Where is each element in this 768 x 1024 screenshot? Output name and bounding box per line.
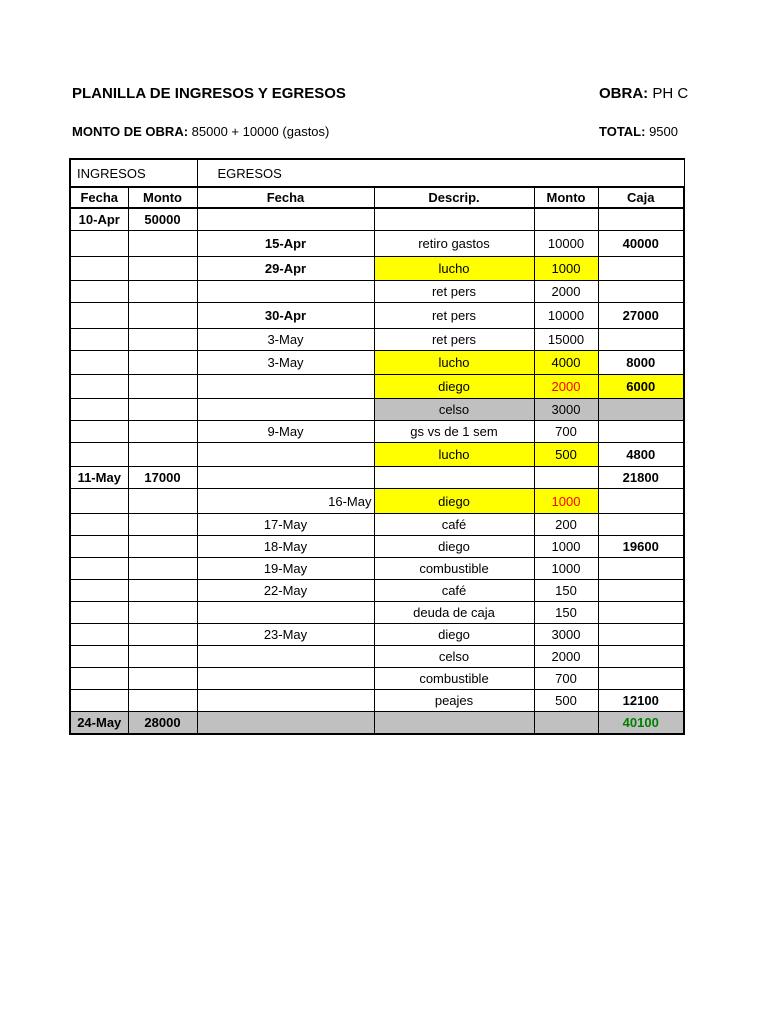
ingreso-monto-cell [128, 421, 197, 443]
obra-label: OBRA: [599, 85, 649, 102]
ingreso-fecha-cell [70, 303, 128, 329]
descrip-cell: combustible [374, 668, 534, 690]
descrip-cell: diego [374, 489, 534, 514]
ingreso-monto-cell [128, 375, 197, 399]
ingreso-monto-cell [128, 514, 197, 536]
table-row [70, 281, 684, 303]
total-value: 9500 [649, 124, 678, 139]
descrip-cell: celso [374, 399, 534, 421]
descrip-cell [374, 208, 534, 231]
table-row [70, 399, 684, 421]
ingreso-fecha-cell [70, 580, 128, 602]
egreso-fecha-cell: 23-May [197, 624, 374, 646]
ingreso-monto-cell [128, 690, 197, 712]
descrip-cell: peajes [374, 690, 534, 712]
table-row [70, 690, 684, 712]
ingreso-monto-cell [128, 231, 197, 257]
egreso-monto-cell: 4000 [534, 351, 598, 375]
ledger-table [69, 158, 685, 735]
descrip-cell: ret pers [374, 303, 534, 329]
caja-cell [598, 646, 684, 668]
ingreso-monto-cell [128, 624, 197, 646]
egreso-fecha-cell: 3-May [197, 351, 374, 375]
table-row [70, 580, 684, 602]
egreso-fecha-cell [197, 602, 374, 624]
descrip-cell: diego [374, 624, 534, 646]
caja-cell [598, 558, 684, 580]
caja-cell [598, 489, 684, 514]
ingreso-fecha-cell [70, 536, 128, 558]
table-row [70, 602, 684, 624]
egreso-monto-cell: 150 [534, 580, 598, 602]
table-row [70, 329, 684, 351]
col-egreso-fecha: Fecha [197, 187, 374, 208]
ingreso-fecha-cell [70, 602, 128, 624]
table-row [70, 467, 684, 489]
descrip-cell: diego [374, 536, 534, 558]
ingreso-fecha-cell: 24-May [70, 712, 128, 735]
monto-obra-label: MONTO DE OBRA: [72, 124, 189, 139]
table-row [70, 351, 684, 375]
descrip-cell: café [374, 580, 534, 602]
ingreso-monto-cell [128, 668, 197, 690]
egreso-fecha-cell [197, 399, 374, 421]
caja-cell: 6000 [598, 375, 684, 399]
egreso-monto-cell: 200 [534, 514, 598, 536]
egreso-monto-cell [534, 208, 598, 231]
descrip-cell: ret pers [374, 281, 534, 303]
ingreso-monto-cell [128, 443, 197, 467]
ingreso-monto-cell [128, 303, 197, 329]
ingreso-monto-cell [128, 646, 197, 668]
ingreso-fecha-cell [70, 690, 128, 712]
caja-cell [598, 580, 684, 602]
egreso-fecha-cell [197, 646, 374, 668]
descrip-cell: lucho [374, 443, 534, 467]
section-egresos: EGRESOS [197, 159, 684, 187]
col-ingreso-fecha: Fecha [70, 187, 128, 208]
column-header-row [70, 187, 684, 208]
ingreso-fecha-cell [70, 443, 128, 467]
table-row [70, 624, 684, 646]
descrip-cell: ret pers [374, 329, 534, 351]
egreso-monto-cell: 1000 [534, 558, 598, 580]
total-label: TOTAL: [599, 124, 646, 139]
ingreso-fecha-cell: 10-Apr [70, 208, 128, 231]
egreso-monto-cell: 2000 [534, 281, 598, 303]
descrip-cell: diego [374, 375, 534, 399]
ingreso-fecha-cell [70, 668, 128, 690]
egreso-fecha-cell: 16-May [197, 489, 374, 514]
egreso-fecha-cell: 15-Apr [197, 231, 374, 257]
ingreso-monto-cell [128, 602, 197, 624]
table-row [70, 231, 684, 257]
table-row [70, 514, 684, 536]
egreso-monto-cell: 150 [534, 602, 598, 624]
ingreso-monto-cell: 17000 [128, 467, 197, 489]
egreso-monto-cell: 15000 [534, 329, 598, 351]
egreso-monto-cell: 10000 [534, 231, 598, 257]
egreso-fecha-cell [197, 668, 374, 690]
ingreso-monto-cell [128, 257, 197, 281]
ingreso-fecha-cell [70, 329, 128, 351]
descrip-cell: lucho [374, 257, 534, 281]
egreso-monto-cell: 1000 [534, 489, 598, 514]
col-descrip: Descrip. [374, 187, 534, 208]
egreso-fecha-cell [197, 443, 374, 467]
ingreso-monto-cell [128, 329, 197, 351]
egreso-monto-cell [534, 712, 598, 735]
table-row [70, 303, 684, 329]
egreso-monto-cell: 10000 [534, 303, 598, 329]
caja-cell: 40100 [598, 712, 684, 735]
table-row [70, 375, 684, 399]
ingreso-monto-cell: 28000 [128, 712, 197, 735]
col-egreso-monto: Monto [534, 187, 598, 208]
egreso-fecha-cell: 22-May [197, 580, 374, 602]
col-caja: Caja [598, 187, 684, 208]
ingreso-fecha-cell [70, 399, 128, 421]
egreso-fecha-cell [197, 281, 374, 303]
obra-field [599, 85, 689, 102]
caja-cell: 21800 [598, 467, 684, 489]
ingreso-fecha-cell [70, 489, 128, 514]
egreso-fecha-cell: 19-May [197, 558, 374, 580]
ingreso-fecha-cell [70, 624, 128, 646]
table-row [70, 646, 684, 668]
ingreso-fecha-cell [70, 257, 128, 281]
egreso-fecha-cell: 9-May [197, 421, 374, 443]
caja-cell [598, 421, 684, 443]
ingreso-monto-cell [128, 281, 197, 303]
egreso-fecha-cell [197, 467, 374, 489]
descrip-cell: retiro gastos [374, 231, 534, 257]
descrip-cell: café [374, 514, 534, 536]
caja-cell [598, 514, 684, 536]
table-row [70, 257, 684, 281]
ingreso-fecha-cell [70, 375, 128, 399]
table-row [70, 668, 684, 690]
ingreso-monto-cell [128, 558, 197, 580]
descrip-cell [374, 712, 534, 735]
ingreso-fecha-cell [70, 646, 128, 668]
table-row [70, 712, 684, 735]
caja-cell [598, 281, 684, 303]
descrip-cell [374, 467, 534, 489]
ingreso-monto-cell [128, 536, 197, 558]
egreso-monto-cell: 3000 [534, 399, 598, 421]
egreso-monto-cell: 1000 [534, 536, 598, 558]
ingreso-monto-cell [128, 580, 197, 602]
caja-cell: 4800 [598, 443, 684, 467]
col-ingreso-monto: Monto [128, 187, 197, 208]
table-row [70, 208, 684, 231]
monto-obra-value: 85000 + 10000 (gastos) [191, 124, 330, 139]
ingreso-fecha-cell [70, 558, 128, 580]
egreso-monto-cell: 3000 [534, 624, 598, 646]
egreso-fecha-cell [197, 712, 374, 735]
egreso-fecha-cell: 29-Apr [197, 257, 374, 281]
egreso-fecha-cell: 18-May [197, 536, 374, 558]
caja-cell: 8000 [598, 351, 684, 375]
section-ingresos: INGRESOS [70, 159, 197, 187]
section-header-row [70, 159, 684, 187]
table-row [70, 536, 684, 558]
ingreso-monto-cell [128, 489, 197, 514]
ingreso-monto-cell [128, 351, 197, 375]
caja-cell [598, 624, 684, 646]
egreso-fecha-cell [197, 375, 374, 399]
caja-cell [598, 668, 684, 690]
egreso-monto-cell: 2000 [534, 646, 598, 668]
caja-cell [598, 399, 684, 421]
caja-cell: 40000 [598, 231, 684, 257]
ingreso-fecha-cell [70, 281, 128, 303]
table-row [70, 489, 684, 514]
descrip-cell: celso [374, 646, 534, 668]
descrip-cell: deuda de caja [374, 602, 534, 624]
ingreso-monto-cell [128, 399, 197, 421]
table-row [70, 558, 684, 580]
egreso-monto-cell: 700 [534, 421, 598, 443]
total-field [599, 124, 683, 139]
table-row [70, 443, 684, 467]
caja-cell [598, 208, 684, 231]
descrip-cell: combustible [374, 558, 534, 580]
descrip-cell: lucho [374, 351, 534, 375]
obra-value: PH C [652, 85, 689, 102]
caja-cell: 19600 [598, 536, 684, 558]
caja-cell [598, 329, 684, 351]
egreso-fecha-cell [197, 208, 374, 231]
ingreso-fecha-cell [70, 421, 128, 443]
egreso-fecha-cell: 17-May [197, 514, 374, 536]
ingreso-fecha-cell: 11-May [70, 467, 128, 489]
ingreso-fecha-cell [70, 231, 128, 257]
descrip-cell: gs vs de 1 sem [374, 421, 534, 443]
table-row [70, 421, 684, 443]
egreso-fecha-cell: 30-Apr [197, 303, 374, 329]
egreso-monto-cell: 500 [534, 443, 598, 467]
ingreso-monto-cell: 50000 [128, 208, 197, 231]
egreso-monto-cell [534, 467, 598, 489]
monto-obra-field [72, 124, 329, 139]
caja-cell [598, 257, 684, 281]
ingreso-fecha-cell [70, 351, 128, 375]
egreso-fecha-cell [197, 690, 374, 712]
ingreso-fecha-cell [70, 514, 128, 536]
egreso-monto-cell: 1000 [534, 257, 598, 281]
egreso-monto-cell: 2000 [534, 375, 598, 399]
egreso-monto-cell: 500 [534, 690, 598, 712]
sheet-title: PLANILLA DE INGRESOS Y EGRESOS [72, 85, 346, 102]
egreso-fecha-cell: 3-May [197, 329, 374, 351]
caja-cell: 12100 [598, 690, 684, 712]
caja-cell: 27000 [598, 303, 684, 329]
egreso-monto-cell: 700 [534, 668, 598, 690]
caja-cell [598, 602, 684, 624]
